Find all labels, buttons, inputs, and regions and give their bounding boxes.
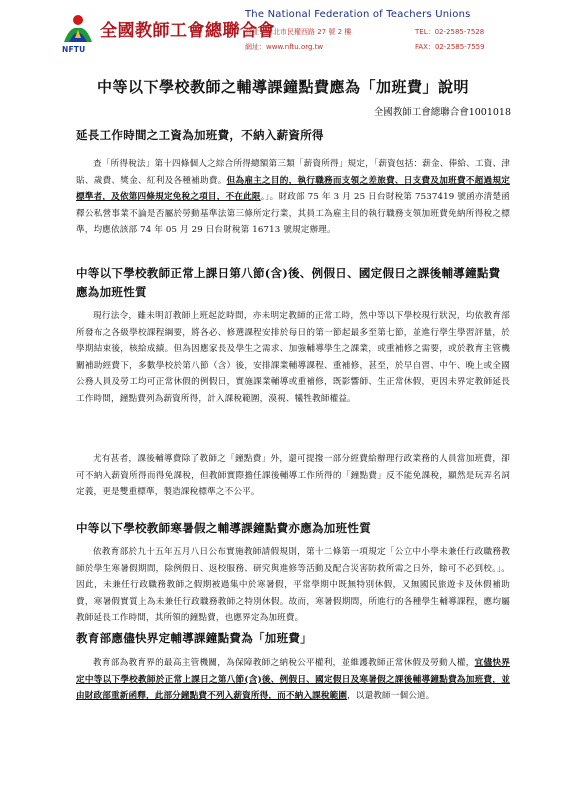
letterhead: [0, 0, 566, 68]
paragraph-2: 現行法令，雖未明訂教師上班起訖時間，亦未明定教師的正常工時，然中等以下學校現行狀況，均依教育部所發布之各級學校課程綱要，將各必、修選課程安排於每日的第一節起最多至第七節，並進行學生學習評量，於學期結束後，核給成績。但為因應家長及學生之需求、加強輔導學生之課業，或重補修之需要，或於教育主管機關補助經費下，多數學校於第八節（含）後，安排課業輔導課程、重補修，甚至，於早自習、中午、晚上或全國公務人員及勞工均可正常休假的例假日，實施課業輔導或重補修，既影響師、生正常休假，更因未界定教師延長工作時間，鐘點費列為薪資所得，計入課稅範圍，漠視、犧牲教師權益。: [76, 311, 510, 404]
section-heading-1: 延長工作時間之工資為加班費，不納入薪資所得: [76, 128, 324, 142]
document-byline: 全國教師工會總聯合會1001018: [373, 107, 511, 118]
fax: FAX：02-2585-7559: [415, 43, 485, 51]
paragraph-1: [76, 156, 510, 239]
paragraph-5-text-a: 教育部為教育界的最高主管機關，為保障教師之納稅公平權利，並維護教師正常休假及勞動人權，: [93, 658, 475, 668]
paragraph-5-emphasis: 宜儘快界定中等以下學校教師於正常上課日之第八節(含)後、例假日、國定假日及寒暑假之課後輔導鐘點費為加班費，並由財政部重新函釋，此部分鐘點費不列入薪資所得，而不納入課稅範圍: [76, 658, 510, 701]
telephone: TEL：02-2585-7528: [415, 28, 485, 36]
org-name-en: The National Federation of Teachers Unions: [245, 9, 471, 20]
org-name-cn: 全國教師工會總聯合會: [100, 21, 275, 41]
paragraph-1-text-c: 。」。財政部 75 年 3 月 25 日台財稅第 7537419 號函亦清楚函釋公私營事業不論是否屬於勞動基準法第三條所定行業，其員工為雇主目的執行職務支領加班費免納所得稅之標準，均應依該部 74 年 05 月 29 日台財稅第 16713 號規定辦理。: [76, 192, 510, 235]
section-heading-4: 教育部應儘快界定輔導課鐘點費為「加班費」: [76, 631, 312, 645]
paragraph-5-text-c: ，以還教師一個公道。: [347, 691, 435, 701]
website-link[interactable]: 網址：www.nftu.org.tw: [245, 43, 324, 51]
nftu-logo-icon: [60, 12, 96, 46]
logo-text: NFTU: [62, 45, 86, 54]
section-heading-2: 中等以下學校教師正常上課日第八節(含)後、例假日、國定假日之課後輔導鐘點費應為加班性質: [76, 266, 501, 299]
paragraph-4: 依教育部於九十五年五月八日公布實施教師請假規則，第十二條第一項規定「公立中小學未兼任行政職務教師於學生寒暑假期間，除例假日、返校服務、研究與進修等活動及配合災害防救所需之日外，餘可不必到校。」。因此，未兼任行政職務教師之假期被過集中於寒暑假，平常學期中既無特別休假，又無國民旅遊卡及休假補助費，寒暑假實質上為未兼任行政職務教師之特別休假。故而，寒暑假期間，所進行的各種學生輔導課程，應均屬教師延長工作時間，其所領的鐘點費，也應界定為加班費。: [76, 547, 510, 623]
paragraph-5: [76, 655, 510, 705]
address: 會址：台北市民權西路 27 號 2 樓: [245, 28, 352, 36]
paragraph-3: 尤有甚者，課後輔導費除了教師之「鐘點費」外，還可提撥一部分經費給辦理行政業務的人員當加班費，卻可不納入薪資所得而得免課稅，但教師實際擔任課後輔導工作所得的「鐘點費」反不能免課稅，顯然是玩弄名詞定義，更是雙重標準，製造課稅標準之不公平。: [76, 454, 510, 497]
paragraph-1-emphasis: 但為雇主之目的，執行職務而支領之差旅費、日支費及加班費不超過規定標準者，及依第四條規定免稅之項目，不在此限: [76, 175, 510, 202]
section-heading-3: 中等以下學校教師寒暑假之輔導課鐘點費亦應為加班性質: [76, 521, 371, 535]
document-title: 中等以下學校教師之輔導課鐘點費應為「加班費」說明: [96, 78, 469, 96]
paragraph-1-text-a: 查「所得稅法」第十四條個人之綜合所得總額第三類「薪資所得」規定，「薪資包括：薪金、俸給、工資、津貼、歲費、獎金、紅利及各種補助費。: [76, 159, 510, 186]
